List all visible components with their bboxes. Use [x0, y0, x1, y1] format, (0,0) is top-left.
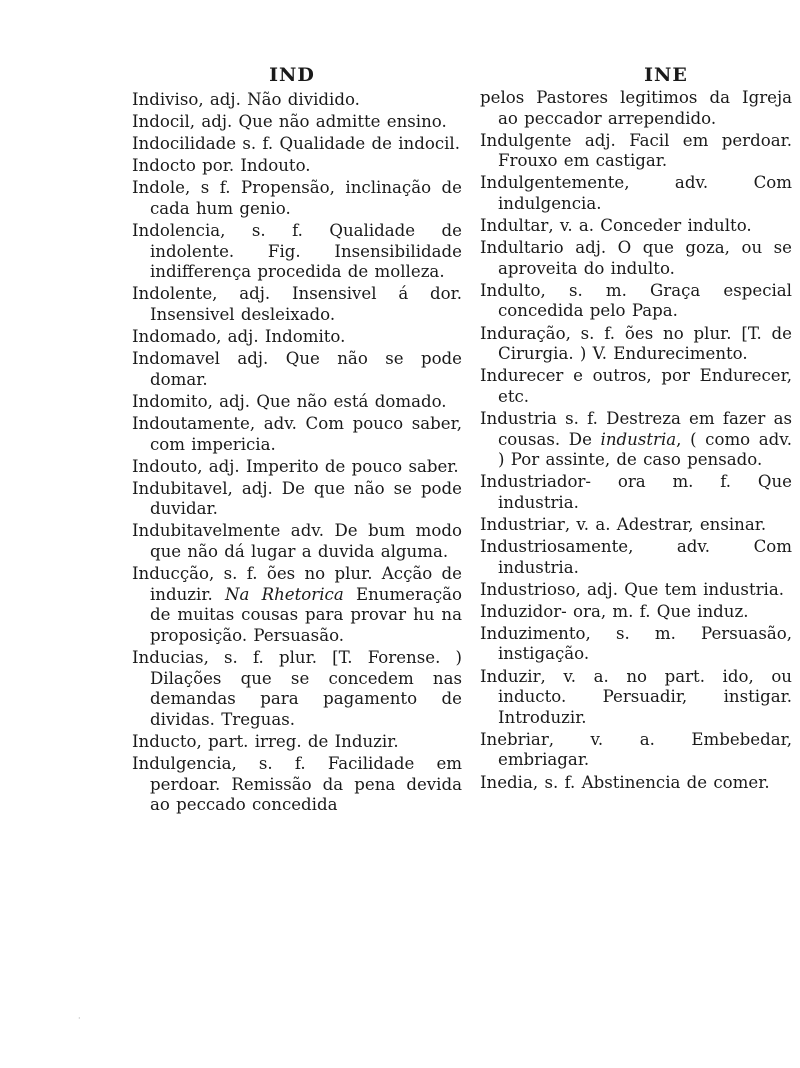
entry-definition: , v. a. no part. ido, ou inducto. Persuadir, instigar. Introduzir.: [498, 666, 792, 727]
dictionary-entry: [480, 602, 792, 623]
dictionary-entry: [132, 134, 462, 155]
dictionary-entry: [480, 472, 792, 513]
dictionary-entry: [132, 284, 462, 325]
entry-headword: Indocil: [132, 112, 190, 132]
entry-definition: , adj. Indomito.: [216, 327, 346, 347]
dictionary-entry: [132, 178, 462, 219]
left-entry-list: [132, 90, 462, 816]
entry-headword: Induzidor: [480, 601, 562, 621]
dictionary-entry: [132, 521, 462, 562]
entry-headword: Indulgencia: [132, 753, 232, 773]
dictionary-entry: [480, 238, 792, 279]
dictionary-entry: [480, 580, 792, 601]
entry-headword: Induzimento: [480, 623, 586, 643]
dictionary-entry: [132, 479, 462, 520]
entry-definition: , s. m. Persuasão, instigação.: [498, 623, 792, 664]
running-head-right: INE: [644, 64, 688, 86]
entry-headword: Indoutamente: [132, 413, 250, 433]
entry-definition-continued: Enumeração de muitas cousas para provar hu na proposição. Persuasão.: [150, 584, 462, 645]
dictionary-entry: [480, 773, 792, 794]
entry-headword: Indolente: [132, 284, 213, 304]
entry-headword: Industriar: [480, 514, 565, 534]
entry-italic-phrase: industria: [600, 429, 677, 449]
dictionary-entry: [480, 281, 792, 322]
right-column: [480, 62, 792, 795]
entry-definition: , s. f. Facilidade em perdoar. Remissão da pena devida ao peccado concedida: [150, 753, 462, 815]
entry-definition: , s. f. ões no plur. [T. de Cirurgia. ) V. Endurecimento.: [498, 323, 792, 364]
entry-headword: Indulgentemente: [480, 173, 625, 193]
entry-definition: adj. Que não se pode domar.: [150, 349, 462, 389]
entry-definition: e outros, por Endurecer, etc.: [498, 366, 792, 406]
entry-headword: Indocto: [132, 156, 196, 176]
dictionary-entry: [132, 112, 462, 133]
dictionary-entry: [480, 537, 792, 578]
entry-headword: Indubitavel: [132, 478, 228, 498]
dictionary-entry: [480, 216, 792, 237]
entry-headword: Indocilidade: [132, 134, 237, 154]
entry-headword: Indole: [132, 178, 185, 198]
entry-headword: Induzir: [480, 666, 541, 686]
entry-headword: Indolencia: [132, 221, 221, 241]
entry-definition: , part. irreg. de Induzir.: [196, 731, 399, 751]
dictionary-entry: [132, 156, 462, 177]
dictionary-entry: [132, 349, 462, 390]
entry-definition-continued: , ( como adv. ) Por assinte, de caso pensado.: [498, 429, 792, 470]
dictionary-entry: [480, 173, 792, 214]
entry-headword: Industria: [480, 408, 557, 428]
entry-definition: , v. a. Conceder indulto.: [548, 216, 752, 236]
dictionary-entry: [132, 564, 462, 646]
entry-definition: , adj. Que tem industria.: [575, 579, 785, 599]
entry-headword: Indomito: [132, 391, 208, 411]
entry-definition: , v. a. Adestrar, ensinar.: [564, 514, 767, 534]
entry-definition: , s. f. Abstinencia de comer.: [532, 772, 770, 792]
dictionary-entry: [132, 392, 462, 413]
entry-headword: Inducias: [132, 647, 204, 667]
entry-headword: Inducto: [132, 731, 197, 751]
entry-definition: , adv. Com indulgencia.: [498, 173, 792, 213]
entry-headword: Induração: [480, 323, 566, 343]
entry-definition: , s f. Propensão, inclinação de cada hum genio.: [150, 178, 462, 218]
entry-definition: por. Indouto.: [202, 156, 311, 176]
entry-headword: Inebriar: [480, 729, 549, 749]
entry-headword: Indultar: [480, 216, 549, 236]
entry-definition: , s. f. Qualidade de indolente. Fig. Insensibilidade indifferença procedida de molleza.: [150, 221, 462, 282]
dictionary-entry: [480, 366, 792, 407]
entry-definition: , s. f. ões no plur. Acção de induzir.: [150, 564, 462, 604]
entry-definition: , adj. Que não está domado.: [207, 391, 447, 411]
entry-definition: , v. a. Embebedar, embriagar.: [498, 729, 792, 770]
dictionary-entry: [132, 754, 462, 816]
entry-definition: , adv. Com industria.: [498, 536, 792, 577]
entry-italic-phrase: Na Rhetorica: [224, 584, 344, 604]
dictionary-entry: [132, 90, 462, 111]
entry-headword: Indomado: [132, 327, 217, 347]
dictionary-entry: [132, 327, 462, 348]
entry-headword: Indubitavelmente: [132, 521, 281, 541]
entry-definition: adv. De bum modo que não dá lugar a duvida alguma.: [150, 521, 463, 561]
dictionary-entry: [480, 131, 792, 172]
dictionary-entry: [132, 732, 462, 753]
entry-headword: Indurecer: [480, 366, 564, 386]
entry-definition: adj. Facil em perdoar. Frouxo em castigar.: [498, 130, 793, 171]
entry-definition: s. f. Qualidade de indocil.: [242, 134, 461, 154]
entry-headword: Inedia: [480, 772, 533, 792]
dictionary-entry: [480, 324, 792, 365]
dictionary-entry: [480, 624, 792, 665]
entry-headword: Indouto: [132, 456, 198, 476]
entry-headword: Industriosamente: [480, 536, 629, 556]
entry-definition: - ora, m. f. Que induz.: [561, 601, 749, 621]
margin-speck: ·: [78, 1014, 81, 1023]
running-head-left: IND: [269, 64, 315, 86]
dictionary-entry: [480, 667, 792, 729]
entry-definition: - ora m. f. Que industria.: [498, 472, 792, 512]
entry-headword: Inducção: [132, 564, 210, 584]
entry-definition: s. f. Destreza em fazer as cousas. De: [498, 408, 792, 449]
entry-definition: , adj. Imperito de pouco saber.: [197, 456, 459, 476]
entry-definition: , s. f. plur. [T. Forense. ) Dilações que se concedem nas demandas para pagamento de dividas. Treguas.: [150, 647, 462, 729]
entry-headword: Indultario: [480, 238, 564, 258]
right-entry-list: [480, 88, 792, 793]
dictionary-entry: [480, 730, 792, 771]
dictionary-entry: [480, 515, 792, 536]
entry-definition: adj. O que goza, ou se aproveita do indulto.: [498, 238, 793, 278]
entry-definition: , adj. De que não se pode duvidar.: [150, 478, 462, 519]
left-column: [132, 62, 462, 817]
entry-headword: Indulto: [480, 280, 541, 300]
entry-headword: Industrioso: [480, 579, 576, 599]
dictionary-entry: [132, 457, 462, 478]
entry-headword: Indiviso: [132, 90, 199, 109]
entry-definition: , adv. Com pouco saber, com impericia.: [150, 413, 462, 454]
entry-definition: , s. m. Graça especial concedida pelo Papa.: [498, 280, 792, 321]
dictionary-entry: [132, 414, 462, 455]
dictionary-entry: [480, 409, 792, 471]
entry-definition: pelos Pastores legitimos da Igreja ao peccador arrependido.: [480, 88, 792, 128]
entry-definition: , adj. Insensivel á dor. Insensivel desleixado.: [150, 284, 462, 324]
entry-headword: Indulgente: [480, 130, 572, 150]
entry-headword: Industriador: [480, 472, 586, 492]
entry-definition: , adj. Que não admitte ensino.: [189, 112, 447, 132]
entry-headword: Indomavel: [132, 349, 220, 369]
dictionary-entry: [480, 88, 792, 129]
dictionary-entry: [132, 221, 462, 283]
entry-definition: , adj. Não dividido.: [198, 90, 360, 109]
dictionary-entry: [132, 648, 462, 730]
